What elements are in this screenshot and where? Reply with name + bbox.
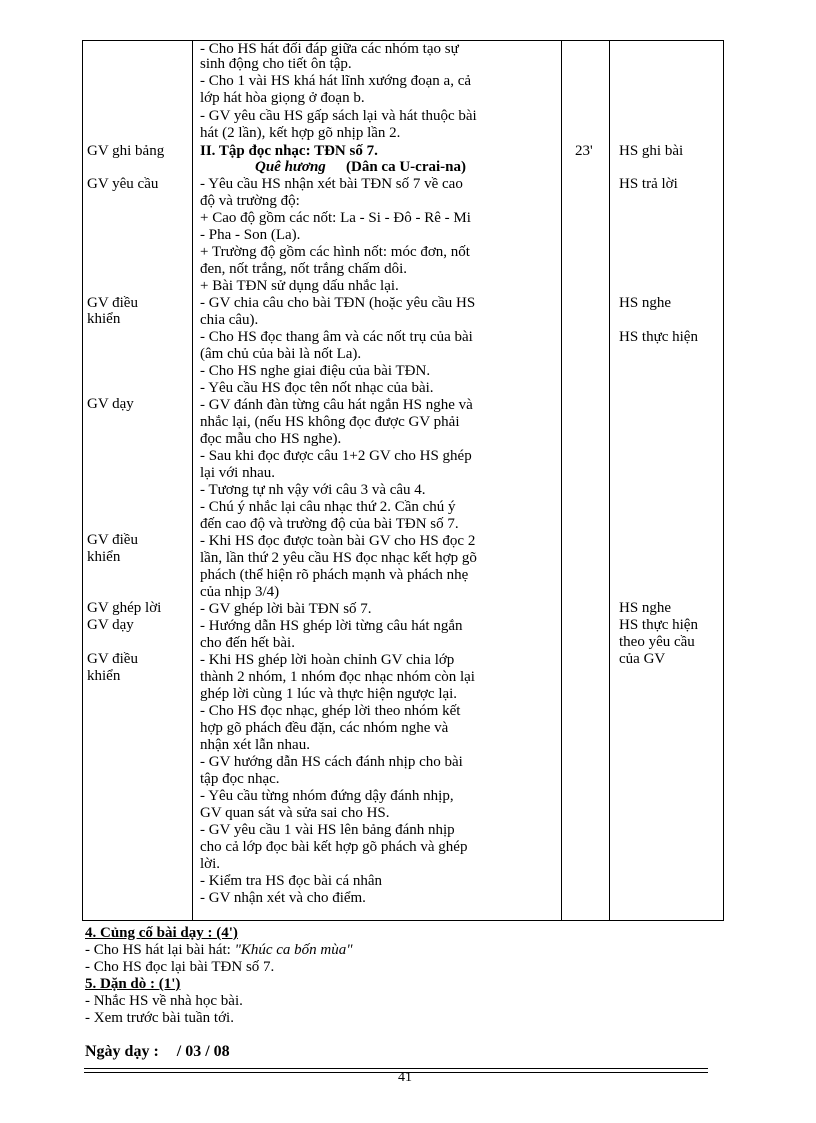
section-heading: II. Tập đọc nhạc: TĐN số 7. xyxy=(200,143,378,159)
content-line: - Cho HS nghe giai điệu của bài TĐN. xyxy=(200,363,431,379)
teacher-action: GV ghép lời xyxy=(87,600,162,616)
content-line: - Cho HS đọc thang âm và các nốt trụ của bài xyxy=(200,329,473,345)
content-line: lời. xyxy=(200,856,221,872)
teacher-action: GV điều xyxy=(87,651,138,667)
content-line: hợp gõ phách đều đặn, các nhóm nghe và xyxy=(200,720,449,736)
content-line: đọc mẫu cho HS nghe). xyxy=(200,431,342,447)
date-value: / 03 / 08 xyxy=(176,1043,230,1060)
content-line: thành 2 nhóm, 1 nhóm đọc nhạc nhóm còn lại xyxy=(200,669,475,685)
content-line: ghép lời cùng 1 lúc và thực hiện ngược lại. xyxy=(200,686,458,702)
section-5-line: - Nhắc HS về nhà học bài. xyxy=(85,993,243,1009)
content-line: của nhịp 3/4) xyxy=(200,584,280,600)
date-label: Ngày dạy : xyxy=(85,1043,159,1060)
content-line: - GV yêu cầu 1 vài HS lên bảng đánh nhịp xyxy=(200,822,455,838)
section-5-line: - Xem trước bài tuần tới. xyxy=(85,1010,234,1026)
content-line: đen, nốt trắng, nốt trắng chấm dôi. xyxy=(200,261,408,277)
content-line: lần, lần thứ 2 yêu cầu HS đọc nhạc kết hợp gõ xyxy=(200,550,477,566)
content-line: - Tương tự nh vậy với câu 3 và câu 4. xyxy=(200,482,426,498)
column-divider xyxy=(561,41,562,920)
content-line: + Bài TĐN sử dụng dấu nhắc lại. xyxy=(200,278,399,294)
page-number: 41 xyxy=(398,1070,412,1085)
content-line: - GV yêu cầu HS gấp sách lại và hát thuộc bài xyxy=(200,108,477,124)
content-line: - Pha - Son (La). xyxy=(200,227,301,243)
content-line: cho đến hết bài. xyxy=(200,635,295,651)
content-line: GV quan sát và sửa sai cho HS. xyxy=(200,805,390,821)
content-line: - GV nhận xét và cho điểm. xyxy=(200,890,366,906)
teacher-action: khiển xyxy=(87,668,121,684)
section-4-line xyxy=(85,943,353,958)
student-action: theo yêu cầu xyxy=(619,634,695,650)
footer-rule xyxy=(84,1072,708,1073)
teacher-action: GV dạy xyxy=(87,396,134,412)
content-line: - Sau khi đọc được câu 1+2 GV cho HS ghép xyxy=(200,448,472,464)
content-line: lớp hát hòa giọng ở đoạn b. xyxy=(200,90,365,106)
content-line: (âm chủ của bài là nốt La). xyxy=(200,346,362,362)
content-line: hát (2 lần), kết hợp gõ nhịp lần 2. xyxy=(200,125,401,141)
teacher-action: GV dạy xyxy=(87,617,134,633)
time-allotment: 23' xyxy=(575,143,593,159)
content-line: đến cao độ và trường độ của bài TĐN số 7. xyxy=(200,516,459,532)
content-line: - GV ghép lời bài TĐN số 7. xyxy=(200,601,372,617)
student-action: HS ghi bài xyxy=(619,143,684,159)
content-line: - Yêu cầu HS đọc tên nốt nhạc của bài. xyxy=(200,380,434,396)
student-action: HS trả lời xyxy=(619,176,678,192)
content-line: sinh động cho tiết ôn tập. xyxy=(200,56,352,72)
content-line: chia câu). xyxy=(200,312,259,328)
content-line: - Yêu cầu HS nhận xét bài TĐN số 7 về cao xyxy=(200,176,463,192)
column-divider xyxy=(192,41,193,920)
footer-rule xyxy=(84,1068,708,1069)
teacher-action: GV yêu cầu xyxy=(87,176,159,192)
section-5-title: 5. Dặn dò : (1') xyxy=(85,976,181,992)
teaching-date xyxy=(85,1044,230,1059)
section-4-line-text: - Cho HS hát lại bài hát: xyxy=(85,942,235,958)
teacher-action: GV ghi bảng xyxy=(87,143,165,159)
song-title: Quê hương xyxy=(255,159,326,175)
song-name: "Khúc ca bốn mùa" xyxy=(234,942,353,958)
content-line: nhắc lại, (nếu HS không đọc được GV phải xyxy=(200,414,460,430)
content-line: - Cho 1 vài HS khá hát lĩnh xướng đoạn a, cả xyxy=(200,73,472,89)
content-line: phách (thể hiện rõ phách mạnh và phách nhẹ xyxy=(200,567,469,583)
content-line: cho cả lớp đọc bài kết hợp gõ phách và ghép xyxy=(200,839,468,855)
content-line: - Khi HS ghép lời hoàn chỉnh GV chia lớp xyxy=(200,652,455,668)
content-line: - Chú ý nhắc lại câu nhạc thứ 2. Cần chú ý xyxy=(200,499,456,515)
column-divider xyxy=(609,41,610,920)
song-origin: (Dân ca U-crai-na) xyxy=(346,159,466,175)
student-action: của GV xyxy=(619,651,666,667)
content-line: nhận xét lẫn nhau. xyxy=(200,737,310,753)
content-line: - Kiểm tra HS đọc bài cá nhân xyxy=(200,873,383,889)
content-line: tập đọc nhạc. xyxy=(200,771,280,787)
content-line: - GV đánh đàn từng câu hát ngắn HS nghe và xyxy=(200,397,473,413)
content-line: độ và trường độ: xyxy=(200,193,300,209)
student-action: HS thực hiện xyxy=(619,617,698,633)
section-4-line: - Cho HS đọc lại bài TĐN số 7. xyxy=(85,959,275,975)
section-4-title: 4. Củng cố bài dạy : (4') xyxy=(85,925,238,941)
content-line: - Cho HS đọc nhạc, ghép lời theo nhóm kết xyxy=(200,703,461,719)
student-action: HS thực hiện xyxy=(619,329,698,345)
teacher-action: GV điều xyxy=(87,295,138,311)
content-line: + Trường độ gồm các hình nốt: móc đơn, nốt xyxy=(200,244,470,260)
content-line: - Hướng dẫn HS ghép lời từng câu hát ngắn xyxy=(200,618,463,634)
content-line: + Cao độ gồm các nốt: La - Si - Đô - Rê - Mi xyxy=(200,210,471,226)
teacher-action: khiển xyxy=(87,311,121,327)
teacher-action: GV điều xyxy=(87,532,138,548)
content-line: - GV hướng dẫn HS cách đánh nhịp cho bài xyxy=(200,754,463,770)
content-line: lại với nhau. xyxy=(200,465,275,481)
content-line: - Cho HS hát đối đáp giữa các nhóm tạo sự xyxy=(200,41,459,57)
content-line: - Yêu cầu từng nhóm đứng dậy đánh nhịp, xyxy=(200,788,454,804)
student-action: HS nghe xyxy=(619,600,672,616)
teacher-action: khiển xyxy=(87,549,121,565)
content-line: - GV chia câu cho bài TĐN (hoặc yêu cầu HS xyxy=(200,295,476,311)
student-action: HS nghe xyxy=(619,295,672,311)
content-line: - Khi HS đọc được toàn bài GV cho HS đọc 2 xyxy=(200,533,476,549)
